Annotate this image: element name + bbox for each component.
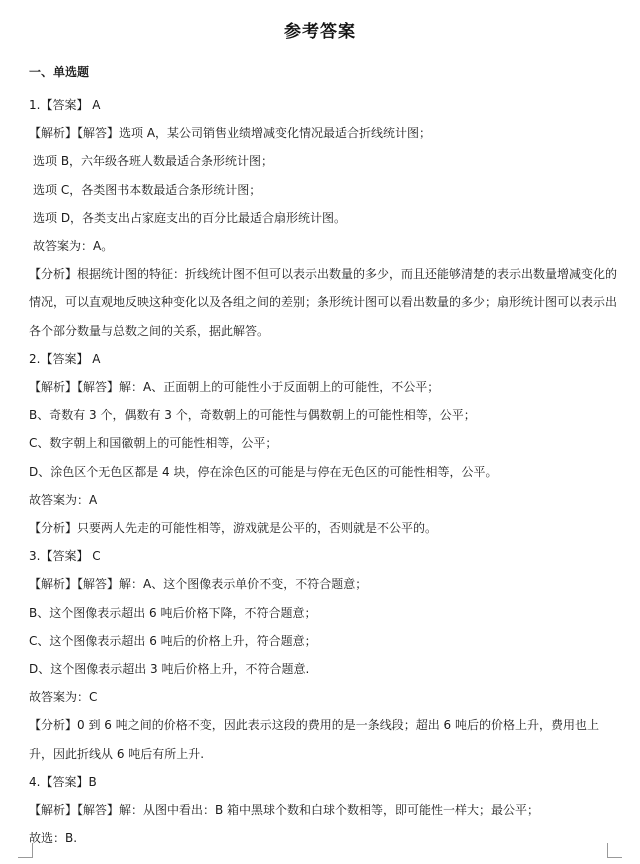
crop-mark-bottom-right [607, 843, 622, 858]
explanation-line: C、数字朝上和国徽朝上的可能性相等，公平； [29, 436, 278, 451]
answer-content [29, 91, 617, 852]
document-title: 参考答案 [284, 22, 356, 42]
explanation-line: D、涂色区个无色区都是 4 块，停在涂色区的可能是与停在无色区的可能性相等，公平。 [29, 464, 498, 479]
analysis-paragraph: 【分析】根据统计图的特征：折线统计图不但可以表示出数量的多少，而且还能够清楚的表示出数量增减变化的情况，可以直观地反映这种变化以及各组之间的差别；条形统计图可以看出数量的多少；扇形统计图可以表示出各个部分数量与总数之间的关系，据此解答。 [29, 267, 618, 338]
conclusion-line: 故答案为：A [29, 492, 98, 507]
explanation-line: 选项 C，各类图书本数最适合条形统计图； [33, 182, 262, 197]
explanation-line: B、奇数有 3 个，偶数有 3 个，奇数朝上的可能性与偶数朝上的可能性相等，公平； [29, 408, 476, 423]
answer-line: 1.【答案】 A [29, 98, 101, 112]
explanation-line: C、这个图像表示超出 6 吨后的价格上升，符合题意； [29, 633, 317, 648]
crop-mark-bottom-left [18, 843, 33, 858]
analysis-paragraph: 【分析】0 到 6 吨之间的价格不变，因此表示这段的费用的是一条线段；超出 6 吨后的价格上升，费用也上升，因此折线从 6 吨后有所上升. [29, 718, 599, 761]
analysis-line: 【分析】只要两人先走的可能性相等，游戏就是公平的，否则就是不公平的。 [29, 521, 438, 536]
conclusion-line: 故答案为：A。 [33, 239, 114, 254]
answer-line: 2.【答案】 A [29, 351, 101, 366]
explanation-line: 【解析】【解答】解：A、这个图像表示单价不变，不符合题意； [29, 577, 368, 592]
conclusion-line: 故选：B. [29, 831, 78, 846]
explanation-line: 【解析】【解答】选项 A，某公司销售业绩增减变化情况最适合折线统计图； [29, 126, 432, 141]
explanation-line: 选项 B，六年级各班人数最适合条形统计图； [33, 154, 274, 169]
explanation-line: D、这个图像表示超出 3 吨后价格上升，不符合题意. [29, 662, 310, 677]
explanation-line: 【解析】【解答】解：A、正面朝上的可能性小于反面朝上的可能性，不公平； [29, 380, 440, 395]
conclusion-line: 故答案为：C [29, 690, 98, 705]
explanation-line: B、这个图像表示超出 6 吨后价格下降，不符合题意； [29, 605, 317, 620]
answer-line: 3.【答案】 C [29, 549, 101, 564]
answer-line: 4.【答案】B [29, 774, 97, 789]
explanation-line: 【解析】【解答】解：从图中看出：B 箱中黑球个数和白球个数相等，即可能性一样大；最公平； [29, 803, 540, 818]
explanation-line: 选项 D，各类支出占家庭支出的百分比最适合扇形统计图。 [33, 210, 347, 225]
section-heading: 一、单选题 [29, 65, 90, 79]
